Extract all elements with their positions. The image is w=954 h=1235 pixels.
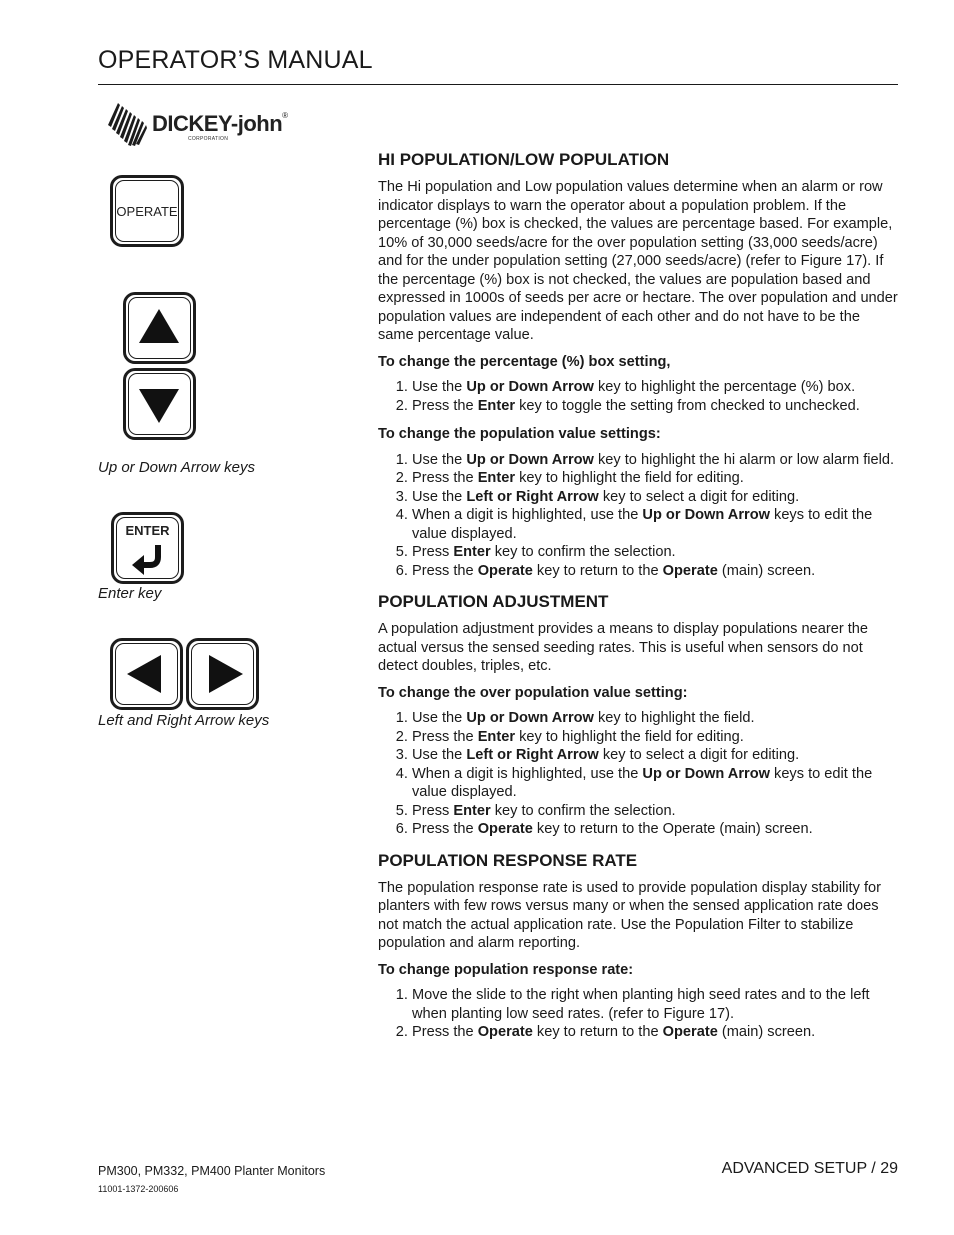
- subheading: To change the percentage (%) box setting,: [378, 353, 671, 370]
- page-header-title: OPERATOR’S MANUAL: [98, 46, 373, 74]
- steps-list: [378, 451, 898, 581]
- logo-subtitle: CORPORATION: [188, 136, 229, 142]
- subheading: To change the population value settings:: [378, 426, 661, 442]
- right-triangle-icon: [189, 641, 256, 707]
- section-title: HI POPULATION/LOW POPULATION: [378, 150, 670, 169]
- step-item: 3. Use the Left or Right Arrow key to select a digit for editing.: [412, 746, 898, 765]
- section-population-response-rate: [378, 851, 898, 1042]
- operate-key: [110, 175, 184, 247]
- left-arrow-key: [110, 638, 183, 710]
- section-title: POPULATION RESPONSE RATE: [378, 850, 638, 870]
- step-item: 2. Press the Enter key to toggle the setting from checked to unchecked.: [412, 397, 898, 416]
- enter-key: [111, 512, 184, 584]
- step-item: 5. Press Enter key to confirm the selection.: [412, 543, 898, 562]
- step-item: 1. Move the slide to the right when planting high seed rates and to the left when planting low seed rates. (refer to Figure 17).: [412, 986, 898, 1023]
- main-content: [378, 150, 898, 1054]
- subheading: To change the over population value setting:: [378, 684, 688, 701]
- enter-return-arrow-icon: [114, 515, 181, 581]
- dickey-john-logo: [106, 101, 296, 147]
- caption-up-down-keys: Up or Down Arrow keys: [98, 459, 255, 476]
- enter-key-label: ENTER: [125, 523, 170, 538]
- step-item: 4. When a digit is highlighted, use the Up or Down Arrow keys to edit the value displayed.: [412, 506, 898, 543]
- step-item: 1. Use the Up or Down Arrow key to highlight the hi alarm or low alarm field.: [412, 451, 898, 470]
- right-arrow-key: [186, 638, 259, 710]
- section-body: The Hi population and Low population values determine when an alarm or row indicator displays to warn the operator about a population problem. If the percentage (%) box is checked, the values are percentage based. For example, 10% of 30,000 seeds/acre for the over population setting (33,000 seeds/acre) and for the under population setting (27,000 seeds/acre) (refer to Figure 17). If the percentage (%) box is not checked, the values are population based and expressed in 1000s of seeds per acre or hectare. The over population and under population values are independent of each other and do not have to be the same percentage value.: [378, 179, 898, 343]
- footer-document-code: 11001-1372-200606: [98, 1184, 179, 1194]
- footer-page-number: ADVANCED SETUP / 29: [721, 1160, 898, 1177]
- steps-list: [378, 709, 898, 839]
- logo-emblem-icon: [106, 101, 150, 147]
- header-divider: [98, 84, 898, 85]
- logo-wordmark: DICKEY-john®: [152, 111, 288, 136]
- step-item: 1. Use the Up or Down Arrow key to highlight the field.: [412, 709, 898, 728]
- section-population-adjustment: [378, 592, 898, 839]
- down-arrow-key: [123, 368, 196, 440]
- step-item: 2. Press the Operate key to return to the Operate (main) screen.: [412, 1023, 898, 1042]
- section-title: POPULATION ADJUSTMENT: [378, 592, 609, 611]
- step-item: 2. Press the Enter key to highlight the field for editing.: [412, 469, 898, 488]
- steps-list: [378, 986, 898, 1042]
- steps-list: [378, 378, 898, 415]
- subheading: To change population response rate:: [378, 961, 634, 978]
- left-triangle-icon: [113, 641, 180, 707]
- up-triangle-icon: [126, 295, 193, 361]
- operate-key-label: OPERATE: [116, 204, 178, 219]
- caption-enter-key: Enter key: [98, 585, 162, 602]
- down-triangle-icon: [126, 371, 193, 437]
- step-item: 1. Use the Up or Down Arrow key to highlight the percentage (%) box.: [412, 378, 898, 397]
- step-item: 4. When a digit is highlighted, use the Up or Down Arrow keys to edit the value displayed.: [412, 765, 898, 802]
- step-item: 3. Use the Left or Right Arrow key to select a digit for editing.: [412, 488, 898, 507]
- up-arrow-key: [123, 292, 196, 364]
- step-item: 6. Press the Operate key to return to the Operate (main) screen.: [412, 562, 898, 581]
- caption-left-right-keys: Left and Right Arrow keys: [98, 712, 270, 729]
- section-body: A population adjustment provides a means to display populations nearer the actual versus the sensed seeding rates. This is useful when sensors do not detect doubles, triples, etc.: [378, 621, 869, 674]
- step-item: 6. Press the Operate key to return to the Operate (main) screen.: [412, 820, 898, 839]
- footer-product-name: PM300, PM332, PM400 Planter Monitors: [98, 1164, 326, 1178]
- section-hi-low-population: [378, 150, 898, 580]
- section-body: The population response rate is used to provide population display stability for planters with few rows versus many or when the sensed application rate does not match the actual application rate. Use the Population Filter to stabilize population and alarm reporting.: [378, 879, 881, 951]
- step-item: 2. Press the Enter key to highlight the field for editing.: [412, 728, 898, 747]
- step-item: 5. Press Enter key to confirm the selection.: [412, 802, 898, 821]
